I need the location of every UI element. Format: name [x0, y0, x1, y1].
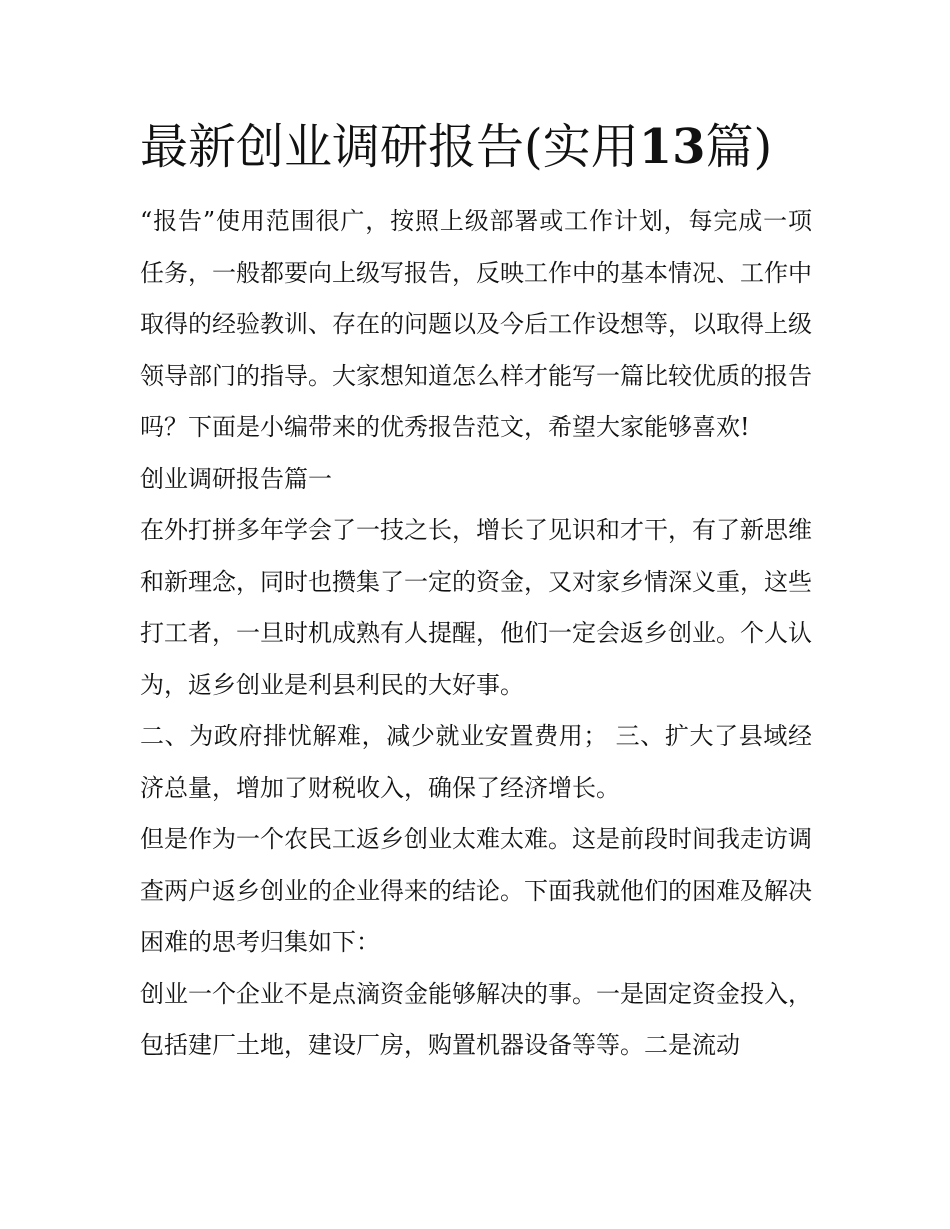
title-suffix: 篇): [705, 119, 773, 175]
intro-paragraph: “报告”使用范围很广，按照上级部署或工作计划，每完成一项任务，一般都要向上级写报告，反映工作中的基本情况、工作中取得的经验教训、存在的问题以及今后工作设想等，以取得上级领导部门的指导。大家想知道怎么样才能写一篇比较优质的报告吗？下面是小编带来的优秀报告范文，希望大家能够喜欢!: [140, 207, 812, 441]
document-body: [140, 196, 812, 1072]
title-text: 最新创业调研报告(实用: [140, 119, 639, 175]
document-title: [140, 112, 840, 182]
section-heading: 创业调研报告篇一: [140, 464, 332, 493]
body-paragraph: 在外打拼多年学会了一技之长，增长了见识和才干，有了新思维和新理念，同时也攒集了一定的资金，又对家乡情深义重，这些打工者，一旦时机成熟有人提醒，他们一定会返乡创业。个人认为，返乡创业是利县利民的大好事。: [140, 516, 812, 699]
body-paragraph: 但是作为一个农民工返乡创业太难太难。这是前段时间我走访调查两户返乡创业的企业得来的结论。下面我就他们的困难及解决困难的思考归集如下：: [140, 825, 812, 956]
title-number: 13: [638, 119, 706, 175]
body-paragraph: 二、为政府排忧解难，减少就业安置费用； 三、扩大了县域经济总量，增加了财税收入，确保了经济增长。: [140, 722, 812, 802]
body-paragraph: 创业一个企业不是点滴资金能够解决的事。一是固定资金投入，包括建厂土地，建设厂房，购置机器设备等等。二是流动: [140, 979, 812, 1059]
